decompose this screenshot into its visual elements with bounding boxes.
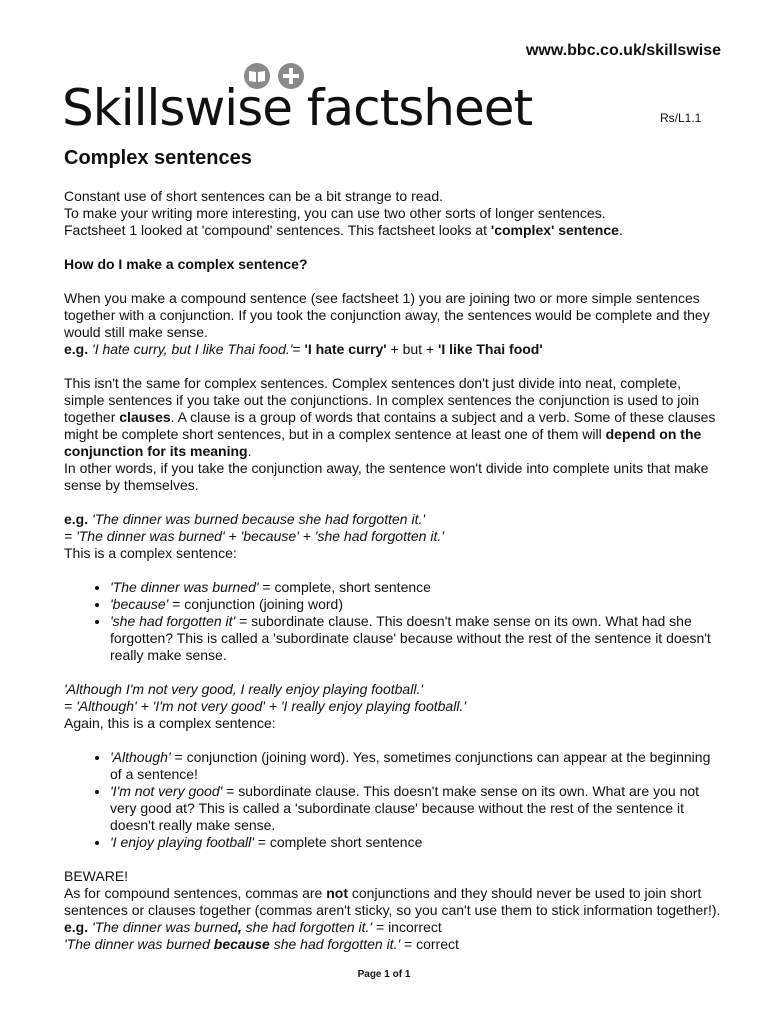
eg-label: e.g.: [64, 919, 89, 935]
bullet-desc: = subordinate clause. This doesn't make sense on its own. What are you not very good at? This is called a 'subordinate clause' because without the rest of the sentence it doesn't really make sense.: [110, 783, 700, 833]
example-1-list: [64, 579, 724, 664]
example-sentence: 'I hate curry, but I like Thai food.': [92, 341, 293, 357]
page-title: Complex sentences: [64, 147, 252, 169]
masthead-title: Skillswise factsheet: [62, 79, 533, 137]
bullet-term: 'I'm not very good': [110, 783, 223, 799]
correct-label: = correct: [400, 936, 459, 952]
bullet-desc: = conjunction (joining word): [168, 596, 343, 612]
list-item: [110, 783, 724, 834]
example-sentence: 'Although I'm not very good, I really enjoy playing football.': [64, 681, 424, 697]
section-subheading: How do I make a complex sentence?: [64, 256, 308, 272]
factsheet-body: [64, 188, 724, 970]
example-note: This is a complex sentence:: [64, 545, 237, 561]
beware-text-b: conjunctions and they should never be used to join short sentences or clauses together (commas aren't sticky, so you can't use them to stick information together!).: [64, 885, 721, 918]
example-2-list: [64, 749, 724, 851]
incorrect-example: 'The dinner was burned: [92, 919, 238, 935]
depend-term: depend on the conjunction for its meaning: [64, 426, 702, 459]
list-item: [110, 749, 724, 783]
list-item: [110, 834, 724, 851]
period: .: [247, 443, 252, 459]
bullet-term: 'I enjoy playing football': [110, 834, 254, 850]
site-url: www.bbc.co.uk/skillswise: [525, 42, 721, 59]
intro-paragraph: [64, 188, 724, 239]
beware-title: BEWARE!: [64, 868, 129, 884]
complex-text-b: . A clause is a group of words that contains a subject and a verb. Some of these clauses might be complete short sentences, but in a complex sentence at least one of them will: [64, 409, 716, 442]
incorrect-example-end: she had forgotten it.': [241, 919, 373, 935]
example-part-2: 'I like Thai food': [438, 341, 543, 357]
bullet-desc: = complete, short sentence: [258, 579, 431, 595]
correct-example: 'The dinner was burned: [64, 936, 214, 952]
compound-explanation: When you make a compound sentence (see factsheet 1) you are joining two or more simple sentences together with a conjunction. If you took the conjunction away, the sentences would be complete and they would still make sense.: [64, 290, 710, 340]
comma-mark: ,: [237, 919, 242, 935]
page-number: Page 1 of 1: [357, 969, 411, 980]
bullet-term: 'The dinner was burned': [110, 579, 259, 595]
reference-code: Rs/L1.1: [660, 111, 702, 125]
eg-label: e.g.: [64, 511, 89, 527]
plus-but: + but +: [386, 341, 439, 357]
example-2: [64, 681, 724, 732]
example-breakdown: = 'The dinner was burned' + 'because' + 'she had forgotten it.': [64, 528, 444, 544]
beware-text-a: As for compound sentences, commas are: [64, 885, 327, 901]
example-1: [64, 511, 724, 562]
eg-label: e.g.: [64, 341, 89, 357]
not-term: not: [326, 885, 348, 901]
beware-section: [64, 868, 724, 953]
example-part-1: 'I hate curry': [304, 341, 387, 357]
because-term: because: [213, 936, 270, 952]
list-item: [110, 596, 724, 613]
bullet-desc: = complete short sentence: [253, 834, 423, 850]
intro-line-1: Constant use of short sentences can be a bit strange to read.: [64, 188, 444, 204]
complex-term: 'complex' sentence: [490, 222, 619, 238]
equals: =: [292, 341, 305, 357]
bullet-term: 'she had forgotten it': [110, 613, 236, 629]
incorrect-label: = incorrect: [372, 919, 442, 935]
compound-paragraph: [64, 290, 724, 358]
intro-line-3: Factsheet 1 looked at 'compound' sentences. This factsheet looks at: [64, 222, 491, 238]
complex-paragraph: [64, 375, 724, 494]
example-sentence: 'The dinner was burned because she had forgotten it.': [92, 511, 426, 527]
complex-text-a: This isn't the same for complex sentences. Complex sentences don't just divide into neat, complete, simple sentences if you take out the conjunctions. In complex sentences the conjunction is used to join together: [64, 375, 700, 425]
bullet-desc: = conjunction (joining word). Yes, sometimes conjunctions can appear at the beginning of a sentence!: [110, 749, 711, 782]
example-note: Again, this is a complex sentence:: [64, 715, 276, 731]
intro-line-2: To make your writing more interesting, you can use two other sorts of longer sentences.: [64, 205, 606, 221]
period: .: [618, 222, 623, 238]
bullet-term: 'because': [110, 596, 169, 612]
bullet-desc: = subordinate clause. This doesn't make sense on its own. What had she forgotten? This is called a 'subordinate clause' because without the rest of the sentence it doesn't really make sense.: [110, 613, 711, 663]
bullet-term: 'Although': [110, 749, 171, 765]
example-breakdown: = 'Although' + 'I'm not very good' + 'I really enjoy playing football.': [64, 698, 467, 714]
complex-text-d: In other words, if you take the conjunction away, the sentence won't divide into complete units that make sense by themselves.: [64, 460, 709, 493]
clauses-term: clauses: [119, 409, 171, 425]
list-item: [110, 579, 724, 596]
correct-example-end: she had forgotten it.': [269, 936, 401, 952]
list-item: [110, 613, 724, 664]
